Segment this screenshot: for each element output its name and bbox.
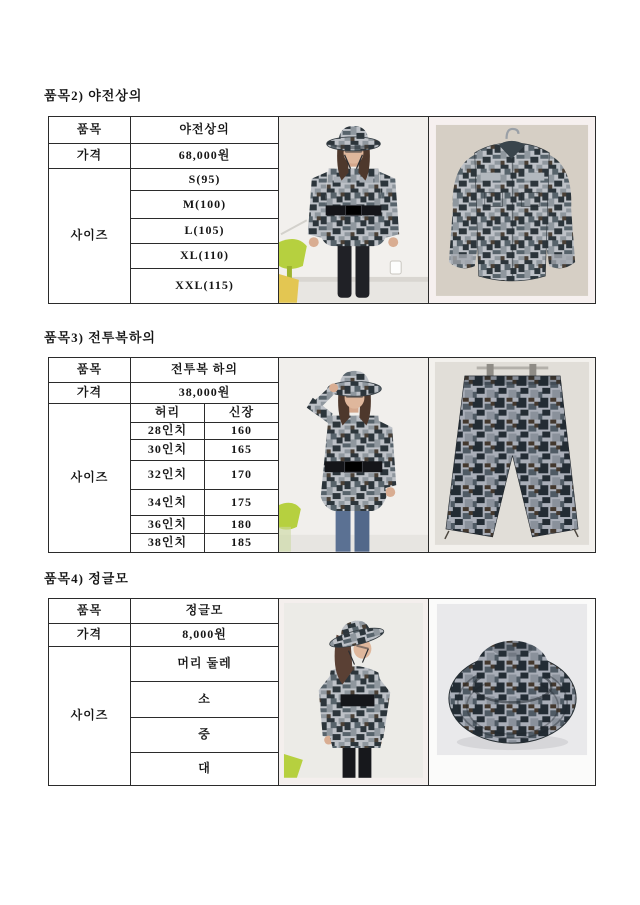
size-label-cell: 사이즈 xyxy=(49,647,131,786)
size-label-cell: 사이즈 xyxy=(49,169,131,304)
waist-cell: 30인치 xyxy=(131,440,205,461)
photo-jacket-product xyxy=(429,117,596,304)
spec-table-combat-pants xyxy=(48,357,596,553)
size-value-cell: 중 xyxy=(131,718,279,753)
waist-cell: 38인치 xyxy=(131,534,205,553)
photo-model-side xyxy=(279,599,429,786)
size-value-cell: 소 xyxy=(131,682,279,718)
section-heading-combat-pants: 품목3) 전투복하의 xyxy=(44,330,156,345)
item-value-cell: 전투복 하의 xyxy=(131,358,279,383)
waist-cell: 34인치 xyxy=(131,490,205,516)
size-value-cell: 대 xyxy=(131,753,279,786)
item-label-cell: 품목 xyxy=(49,599,131,624)
section-heading-field-jacket: 품목2) 야전상의 xyxy=(44,88,143,103)
model-side-view-photo xyxy=(279,599,428,785)
item-value-cell: 정글모 xyxy=(131,599,279,624)
size-value-cell: XL(110) xyxy=(131,244,279,269)
height-cell: 185 xyxy=(205,534,279,553)
item-label-cell: 품목 xyxy=(49,117,131,144)
item-label-cell: 품목 xyxy=(49,358,131,383)
price-value-cell: 68,000원 xyxy=(131,144,279,169)
waist-cell: 36인치 xyxy=(131,516,205,534)
height-cell: 160 xyxy=(205,423,279,440)
size-value-cell: XXL(115) xyxy=(131,269,279,304)
height-cell: 180 xyxy=(205,516,279,534)
height-cell: 175 xyxy=(205,490,279,516)
photo-model-front xyxy=(279,117,429,304)
size-value-cell: L(105) xyxy=(131,219,279,244)
item-value-cell: 야전상의 xyxy=(131,117,279,144)
waist-cell: 28인치 xyxy=(131,423,205,440)
size-label-cell: 사이즈 xyxy=(49,404,131,553)
height-cell: 165 xyxy=(205,440,279,461)
height-cell: 170 xyxy=(205,461,279,490)
height-header-cell: 신장 xyxy=(205,404,279,423)
price-value-cell: 8,000원 xyxy=(131,624,279,647)
price-label-cell: 가격 xyxy=(49,383,131,404)
section-heading-jungle-hat: 품목4) 정글모 xyxy=(44,571,129,586)
photo-hat-product xyxy=(429,599,596,786)
waist-header-cell: 허리 xyxy=(131,404,205,423)
combat-pants-product-photo xyxy=(429,358,595,552)
price-label-cell: 가격 xyxy=(49,624,131,647)
size-value-cell: 머리 둘레 xyxy=(131,647,279,682)
photo-pants-product xyxy=(429,358,596,553)
model-saluting-photo xyxy=(279,358,428,552)
size-value-cell: S(95) xyxy=(131,169,279,191)
model-wearing-field-jacket-photo xyxy=(279,117,428,303)
photo-model-salute xyxy=(279,358,429,553)
spec-table-field-jacket xyxy=(48,116,596,304)
field-jacket-product-photo xyxy=(429,117,595,303)
price-label-cell: 가격 xyxy=(49,144,131,169)
waist-cell: 32인치 xyxy=(131,461,205,490)
price-value-cell: 38,000원 xyxy=(131,383,279,404)
size-value-cell: M(100) xyxy=(131,191,279,219)
spec-table-jungle-hat xyxy=(48,598,596,786)
jungle-hat-product-photo xyxy=(429,599,595,785)
